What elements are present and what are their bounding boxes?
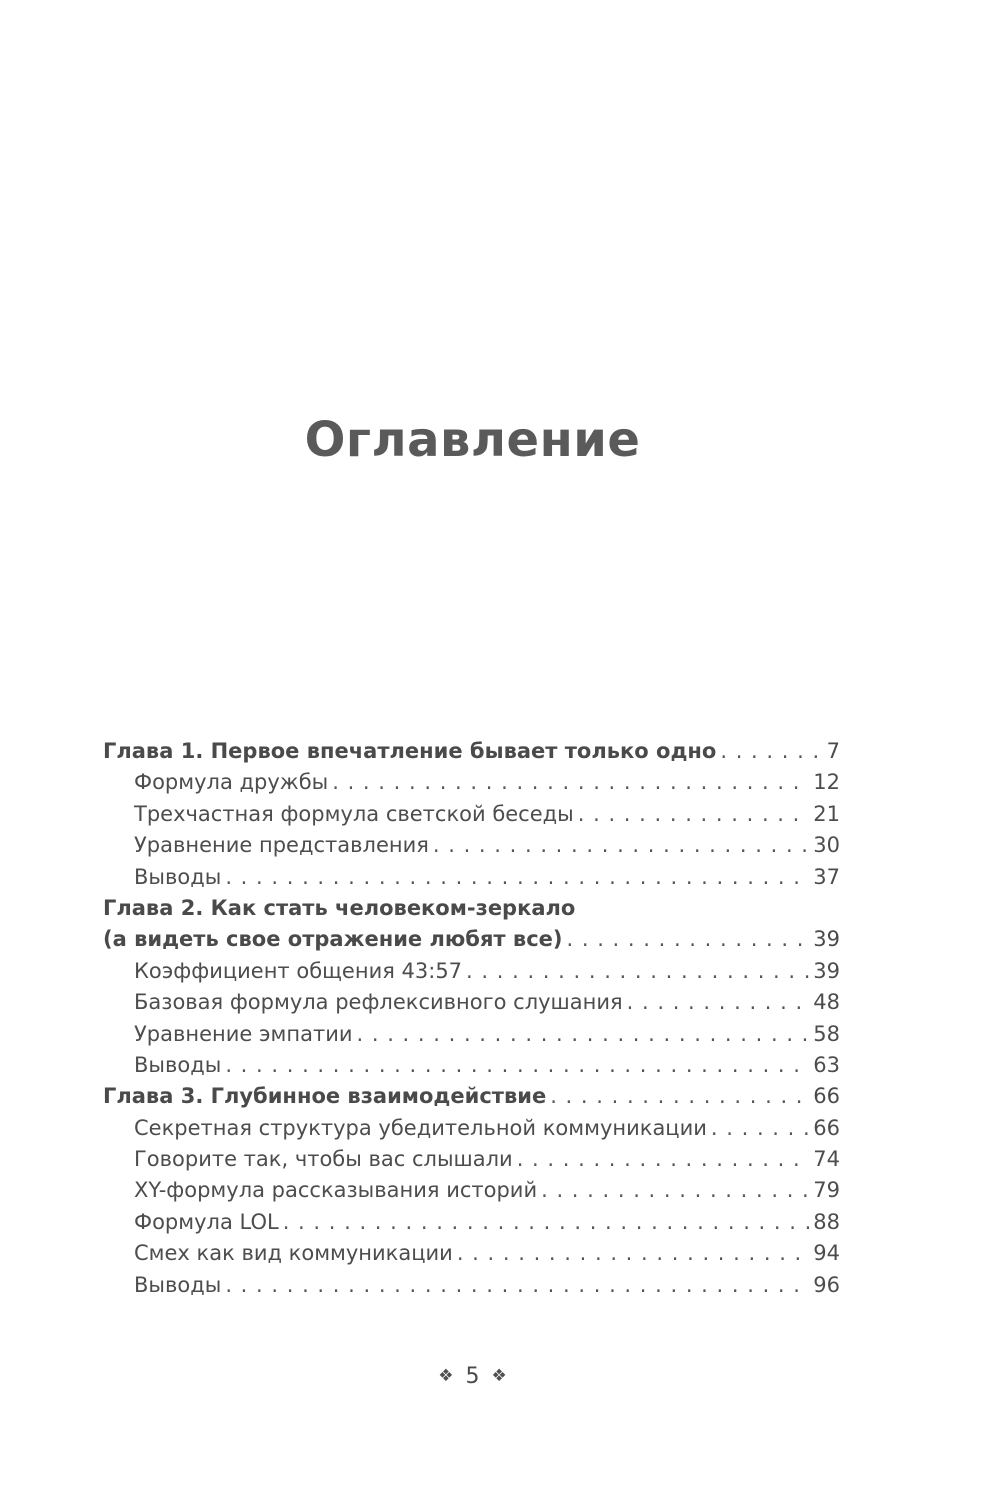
toc-entry-label: Формула дружбы (134, 770, 329, 795)
toc-section-entry (103, 1113, 840, 1144)
toc-leader-dots (225, 862, 809, 893)
toc-chapter-entry (103, 736, 840, 767)
toc-leader-dots (567, 924, 810, 955)
toc-leader-dots (550, 1081, 809, 1112)
toc-entry-label: Трехчастная формула светской беседы (134, 801, 574, 826)
toc-entry-label: (а видеть свое отражение любят все) (103, 927, 563, 952)
toc-entry-label: Глава 3. Глубинное взаимодействие (103, 1084, 547, 1109)
toc-section-entry (103, 767, 840, 798)
toc-entry-page: 88 (813, 1209, 840, 1234)
toc-leader-dots (225, 1050, 809, 1081)
toc-entry-page: 58 (813, 1021, 840, 1046)
toc-leader-dots (578, 799, 810, 830)
toc-entry-label: Выводы (134, 1052, 222, 1077)
page-number: 5 (465, 1364, 480, 1389)
toc-entry-page: 7 (826, 739, 840, 763)
toc-entry-page: 21 (813, 801, 840, 826)
toc-leader-dots (283, 1207, 810, 1238)
toc-leader-dots (357, 1019, 810, 1050)
toc-section-entry (103, 1238, 840, 1269)
toc-leader-dots (711, 1113, 809, 1144)
toc-entry-page: 48 (813, 990, 840, 1015)
toc-chapter-entry (103, 924, 840, 955)
toc-leader-dots (225, 1270, 809, 1301)
toc-leader-dots (433, 830, 809, 861)
toc-entry-label: Формула LOL (134, 1209, 279, 1234)
toc-entry-label: Выводы (134, 864, 222, 889)
toc-entry-page: 96 (813, 1272, 840, 1297)
toc-entry-label: XY-формула рассказывания историй (134, 1178, 538, 1203)
toc-leader-dots (457, 1238, 809, 1269)
toc-section-entry (103, 1050, 840, 1081)
toc-chapter-entry (103, 1081, 840, 1112)
toc-leader-dots (541, 1175, 809, 1206)
toc-entry-page: 37 (813, 864, 840, 889)
toc-leader-dots (627, 987, 810, 1018)
toc-entry-page: 74 (813, 1147, 840, 1172)
toc-section-entry (103, 1270, 840, 1301)
toc-section-entry (103, 956, 840, 987)
page-folio (0, 1360, 945, 1393)
page-title: Оглавление (304, 412, 641, 468)
toc-entry-label: Уравнение эмпатии (134, 1021, 353, 1046)
toc-section-entry (103, 1019, 840, 1050)
ornament-right-icon: ❖ (491, 1366, 507, 1386)
toc-chapter-entry (103, 893, 840, 924)
toc-leader-dots (720, 736, 822, 767)
toc-leader-dots (517, 1144, 810, 1175)
toc-entry-page: 39 (813, 927, 840, 952)
toc-entry-page: 39 (813, 958, 840, 983)
toc-entry-page: 30 (813, 833, 840, 858)
toc-section-entry (103, 1144, 840, 1175)
toc-entry-page: 66 (813, 1115, 840, 1140)
toc-entry-page: 66 (813, 1084, 840, 1109)
toc-entry-label: Выводы (134, 1272, 222, 1297)
toc-section-entry (103, 1207, 840, 1238)
toc-entry-label: Уравнение представления (134, 833, 429, 858)
table-of-contents (103, 736, 840, 1301)
toc-leader-dots (466, 956, 809, 987)
toc-entry-page: 94 (813, 1241, 840, 1266)
toc-leader-dots (332, 767, 809, 798)
toc-entry-label: Смех как вид коммуникации (134, 1241, 453, 1266)
toc-section-entry (103, 862, 840, 893)
toc-section-entry (103, 987, 840, 1018)
toc-section-entry (103, 1175, 840, 1206)
ornament-left-icon: ❖ (438, 1366, 454, 1386)
toc-entry-label: Глава 1. Первое впечатление бывает только одно (103, 739, 717, 763)
toc-entry-page: 63 (813, 1052, 840, 1077)
toc-entry-label: Базовая формула рефлексивного слушания (134, 990, 623, 1015)
toc-entry-label: Секретная структура убедительной коммуникации (134, 1115, 707, 1140)
toc-entry-page: 12 (813, 770, 840, 795)
toc-entry-page: 79 (813, 1178, 840, 1203)
toc-section-entry (103, 799, 840, 830)
toc-entry-label: Коэффициент общения 43:57 (134, 958, 463, 983)
toc-section-entry (103, 830, 840, 861)
toc-entry-label: Говорите так, чтобы вас слышали (134, 1147, 513, 1172)
toc-entry-label: Глава 2. Как стать человеком-зеркало (103, 895, 576, 920)
